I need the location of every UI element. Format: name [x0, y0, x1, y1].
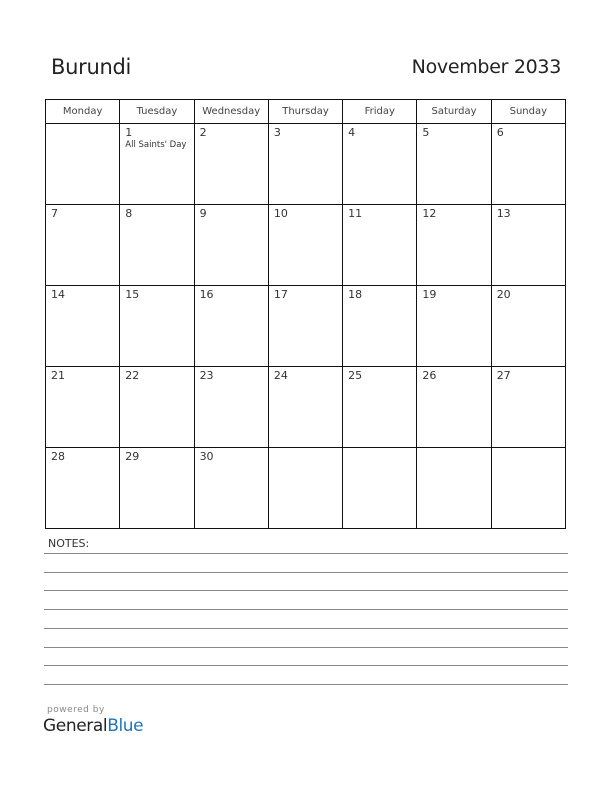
day-cell — [120, 448, 194, 529]
day-cell — [417, 124, 491, 205]
weekday-header-row — [46, 100, 566, 124]
day-cell — [343, 286, 417, 367]
day-number: 18 — [348, 288, 363, 301]
notes-line — [44, 553, 568, 554]
day-number: 2 — [199, 126, 207, 139]
powered-by-text: powered by — [47, 705, 105, 715]
notes-label: NOTES: — [48, 537, 90, 550]
notes-line — [44, 590, 568, 591]
weekday-saturday: Saturday — [417, 100, 491, 124]
day-cell — [194, 448, 268, 529]
day-number: 30 — [199, 450, 214, 463]
day-number: 14 — [51, 288, 65, 301]
day-number: 5 — [422, 126, 430, 139]
day-number: 19 — [422, 288, 437, 301]
day-cell — [46, 448, 120, 529]
day-cell — [194, 286, 268, 367]
day-cell — [268, 448, 342, 529]
weekday-friday: Friday — [343, 100, 417, 124]
calendar-grid — [45, 99, 566, 529]
day-cell — [491, 286, 565, 367]
day-cell — [120, 367, 194, 448]
day-cell — [268, 286, 342, 367]
week-row — [46, 367, 566, 448]
day-number: 28 — [51, 450, 65, 463]
notes-line — [44, 572, 568, 573]
day-cell — [417, 448, 491, 529]
day-number: 25 — [348, 369, 363, 382]
day-number: 4 — [348, 126, 356, 139]
day-cell — [194, 205, 268, 286]
notes-line — [44, 628, 568, 629]
day-cell — [491, 448, 565, 529]
day-number: 20 — [496, 288, 511, 301]
weekday-wednesday: Wednesday — [194, 100, 268, 124]
holiday-label: All Saints' Day — [125, 140, 187, 150]
weekday-thursday: Thursday — [268, 100, 342, 124]
day-cell — [491, 367, 565, 448]
day-cell — [343, 448, 417, 529]
day-number: 24 — [273, 369, 288, 382]
day-number: 10 — [273, 207, 288, 220]
day-cell — [194, 124, 268, 205]
day-cell — [120, 124, 194, 205]
day-number: 29 — [125, 450, 140, 463]
day-number: 1 — [125, 126, 133, 139]
day-cell — [417, 205, 491, 286]
day-number: 3 — [273, 126, 281, 139]
day-number: 17 — [273, 288, 288, 301]
notes-line — [44, 647, 568, 648]
day-cell — [120, 286, 194, 367]
week-row — [46, 448, 566, 529]
country-title: Burundi — [51, 55, 132, 79]
week-row — [46, 286, 566, 367]
brand-blue: Blue — [107, 716, 144, 736]
day-cell — [268, 205, 342, 286]
day-cell — [46, 286, 120, 367]
day-cell — [268, 124, 342, 205]
day-cell — [491, 124, 565, 205]
day-number: 13 — [496, 207, 511, 220]
brand-general: General — [43, 716, 108, 736]
day-number: 7 — [51, 207, 58, 220]
day-number: 16 — [199, 288, 214, 301]
day-cell — [343, 124, 417, 205]
week-row — [46, 205, 566, 286]
weekday-sunday: Sunday — [491, 100, 565, 124]
weekday-monday: Monday — [46, 100, 120, 124]
day-number: 11 — [348, 207, 363, 220]
day-number: 21 — [51, 369, 65, 382]
day-number: 27 — [496, 369, 511, 382]
weekday-tuesday: Tuesday — [120, 100, 194, 124]
month-year-title: November 2033 — [411, 56, 561, 78]
day-cell — [46, 124, 120, 205]
day-number: 26 — [422, 369, 437, 382]
day-number: 22 — [125, 369, 140, 382]
generalblue-logo — [43, 716, 143, 736]
day-number: 23 — [199, 369, 214, 382]
day-cell — [46, 205, 120, 286]
day-cell — [343, 367, 417, 448]
day-number: 8 — [125, 207, 133, 220]
day-cell — [46, 367, 120, 448]
day-cell — [194, 367, 268, 448]
day-number: 9 — [199, 207, 207, 220]
day-number: 12 — [422, 207, 437, 220]
notes-line — [44, 684, 568, 685]
notes-line — [44, 665, 568, 666]
day-cell — [417, 286, 491, 367]
day-cell — [343, 205, 417, 286]
day-cell — [268, 367, 342, 448]
day-cell — [120, 205, 194, 286]
day-cell — [417, 367, 491, 448]
day-number: 15 — [125, 288, 140, 301]
notes-line — [44, 609, 568, 610]
day-cell — [491, 205, 565, 286]
week-row — [46, 124, 566, 205]
day-number: 6 — [496, 126, 504, 139]
